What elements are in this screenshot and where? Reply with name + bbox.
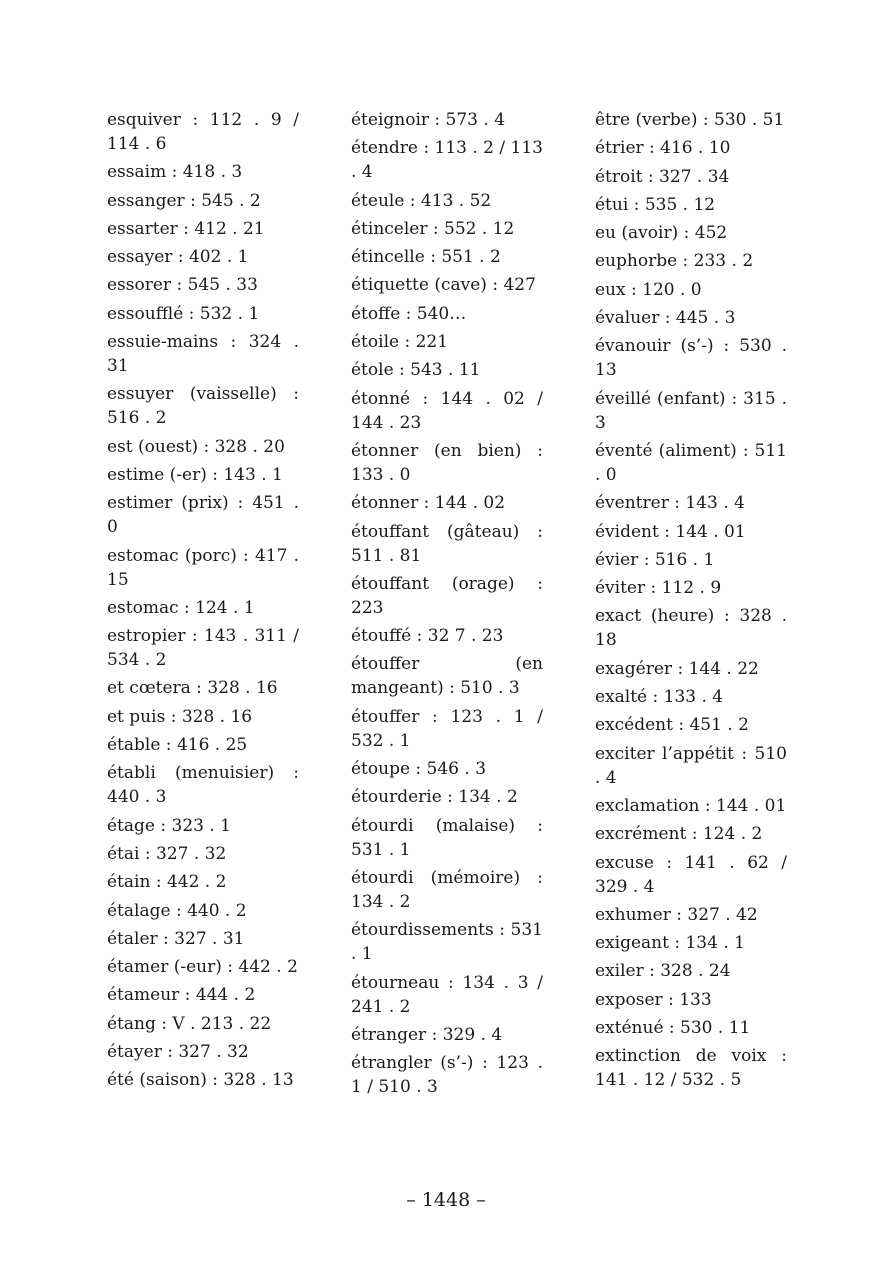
index-entry: étourderie : 134 . 2 [351, 787, 518, 808]
index-entry: essarter : 412 . 21 [107, 218, 265, 239]
index-column-1 [107, 108, 299, 1097]
index-entry: étang : V . 213 . 22 [107, 1013, 272, 1034]
index-entry: euphorbe : 233 . 2 [595, 251, 754, 272]
index-entry: étouffé : 32 7 . 23 [351, 626, 504, 647]
index-entry: évanouir (s’-) : 530 . 13 [595, 336, 787, 381]
index-entry: étiquette (cave) : 427 [351, 275, 536, 296]
index-entry: étourneau : 134 . 3 / 241 . 2 [351, 972, 543, 1017]
index-entry: extinction de voix : 141 . 12 / 532 . 5 [595, 1046, 787, 1091]
index-entry: étranger : 329 . 4 [351, 1024, 503, 1045]
index-entry: étinceler : 552 . 12 [351, 218, 515, 239]
index-entry: essuyer (vaisselle) : 516 . 2 [107, 384, 299, 429]
index-entry: étain : 442 . 2 [107, 872, 227, 893]
index-entry: étaler : 327 . 31 [107, 928, 245, 949]
index-entry: exténué : 530 . 11 [595, 1018, 751, 1039]
index-column-2 [351, 108, 543, 1103]
index-entry: étage : 323 . 1 [107, 815, 231, 836]
index-entry: étonner : 144 . 02 [351, 493, 506, 514]
index-entry: étourdissements : 531 . 1 [351, 920, 543, 965]
index-entry: essoufflé : 532 . 1 [107, 303, 260, 324]
index-entry: étonné : 144 . 02 / 144 . 23 [351, 388, 543, 433]
index-entry: et puis : 328 . 16 [107, 706, 253, 727]
index-entry: exiler : 328 . 24 [595, 961, 731, 982]
index-entry: être (verbe) : 530 . 51 [595, 110, 785, 130]
index-entry: évaluer : 445 . 3 [595, 308, 736, 329]
index-entry: estime (-er) : 143 . 1 [107, 464, 283, 485]
index-entry: étai : 327 . 32 [107, 843, 227, 864]
index-entry: est (ouest) : 328 . 20 [107, 436, 285, 457]
index-entry: évident : 144 . 01 [595, 521, 746, 542]
index-entry: excrément : 124 . 2 [595, 824, 763, 845]
index-entry: étourdi (mémoire) : 134 . 2 [351, 867, 543, 912]
index-entry: étoffe : 540… [351, 303, 467, 324]
index-entry: exclamation : 144 . 01 [595, 795, 787, 816]
index-entry: estimer (prix) : 451 . 0 [107, 493, 299, 538]
index-entry: évier : 516 . 1 [595, 549, 715, 570]
index-entry: exposer : 133 [595, 989, 712, 1010]
index-entry: étayer : 327 . 32 [107, 1042, 249, 1063]
index-entry: étouffant (orage) : 223 [351, 573, 543, 618]
index-entry: éventé (aliment) : 511 . 0 [595, 440, 787, 485]
index-entry: eux : 120 . 0 [595, 279, 702, 300]
index-entry: exagérer : 144 . 22 [595, 658, 759, 679]
index-entry: éventrer : 143 . 4 [595, 493, 745, 514]
index-entry: exalté : 133 . 4 [595, 687, 724, 708]
index-entry: exciter l’appétit : 510 . 4 [595, 743, 787, 788]
index-entry: étouffant (gâteau) : 511 . 81 [351, 521, 543, 566]
index-entry: étincelle : 551 . 2 [351, 247, 501, 268]
index-entry: étendre : 113 . 2 / 113 . 4 [351, 138, 543, 183]
index-entry: exhumer : 327 . 42 [595, 904, 758, 925]
index-entry: étroit : 327 . 34 [595, 166, 730, 187]
index-entry: éteignoir : 573 . 4 [351, 110, 506, 130]
index-entry: et cœtera : 328 . 16 [107, 678, 278, 699]
index-entry: essaim : 418 . 3 [107, 162, 243, 183]
index-entry: étonner (en bien) : 133 . 0 [351, 440, 543, 485]
index-entry: excédent : 451 . 2 [595, 715, 749, 736]
index-entry: étameur : 444 . 2 [107, 985, 256, 1006]
index-entry: estropier : 143 . 311 / 534 . 2 [107, 626, 299, 671]
index-entry: éveillé (enfant) : 315 . 3 [595, 388, 787, 433]
index-entry: estomac : 124 . 1 [107, 597, 255, 618]
index-entry: étalage : 440 . 2 [107, 900, 247, 921]
index-entry: étrier : 416 . 10 [595, 138, 731, 159]
index-entry: essanger : 545 . 2 [107, 190, 261, 211]
index-entry: étamer (-eur) : 442 . 2 [107, 957, 298, 978]
index-entry: établi (menuisier) : 440 . 3 [107, 763, 299, 808]
index-entry: étrangler (s’-) : 123 . 1 / 510 . 3 [351, 1053, 543, 1098]
index-entry: exigeant : 134 . 1 [595, 933, 745, 954]
index-entry: estomac (porc) : 417 . 15 [107, 545, 299, 590]
index-entry: exact (heure) : 328 . 18 [595, 606, 787, 651]
index-entry: étouffer (en mangeant) : 510 . 3 [351, 654, 543, 699]
index-entry: étourdi (malaise) : 531 . 1 [351, 815, 543, 860]
index-column-3 [595, 108, 787, 1097]
index-entry: essorer : 545 . 33 [107, 275, 258, 296]
index-entry: étouffer : 123 . 1 / 532 . 1 [351, 706, 543, 751]
index-entry: étable : 416 . 25 [107, 735, 248, 756]
index-entry: eu (avoir) : 452 [595, 223, 728, 244]
index-entry: étoupe : 546 . 3 [351, 759, 487, 780]
index-entry: essuie-mains : 324 . 31 [107, 332, 299, 377]
index-entry: étole : 543 . 11 [351, 360, 481, 381]
index-entry: excuse : 141 . 62 / 329 . 4 [595, 852, 787, 897]
index-entry: étoile : 221 [351, 332, 449, 353]
page-number: – 1448 – [406, 1189, 486, 1211]
index-entry: esquiver : 112 . 9 / 114 . 6 [107, 110, 299, 154]
index-entry: éteule : 413 . 52 [351, 190, 492, 211]
index-entry: éviter : 112 . 9 [595, 578, 722, 599]
index-entry: essayer : 402 . 1 [107, 247, 249, 268]
index-entry: étui : 535 . 12 [595, 194, 716, 215]
index-entry: été (saison) : 328 . 13 [107, 1070, 294, 1091]
